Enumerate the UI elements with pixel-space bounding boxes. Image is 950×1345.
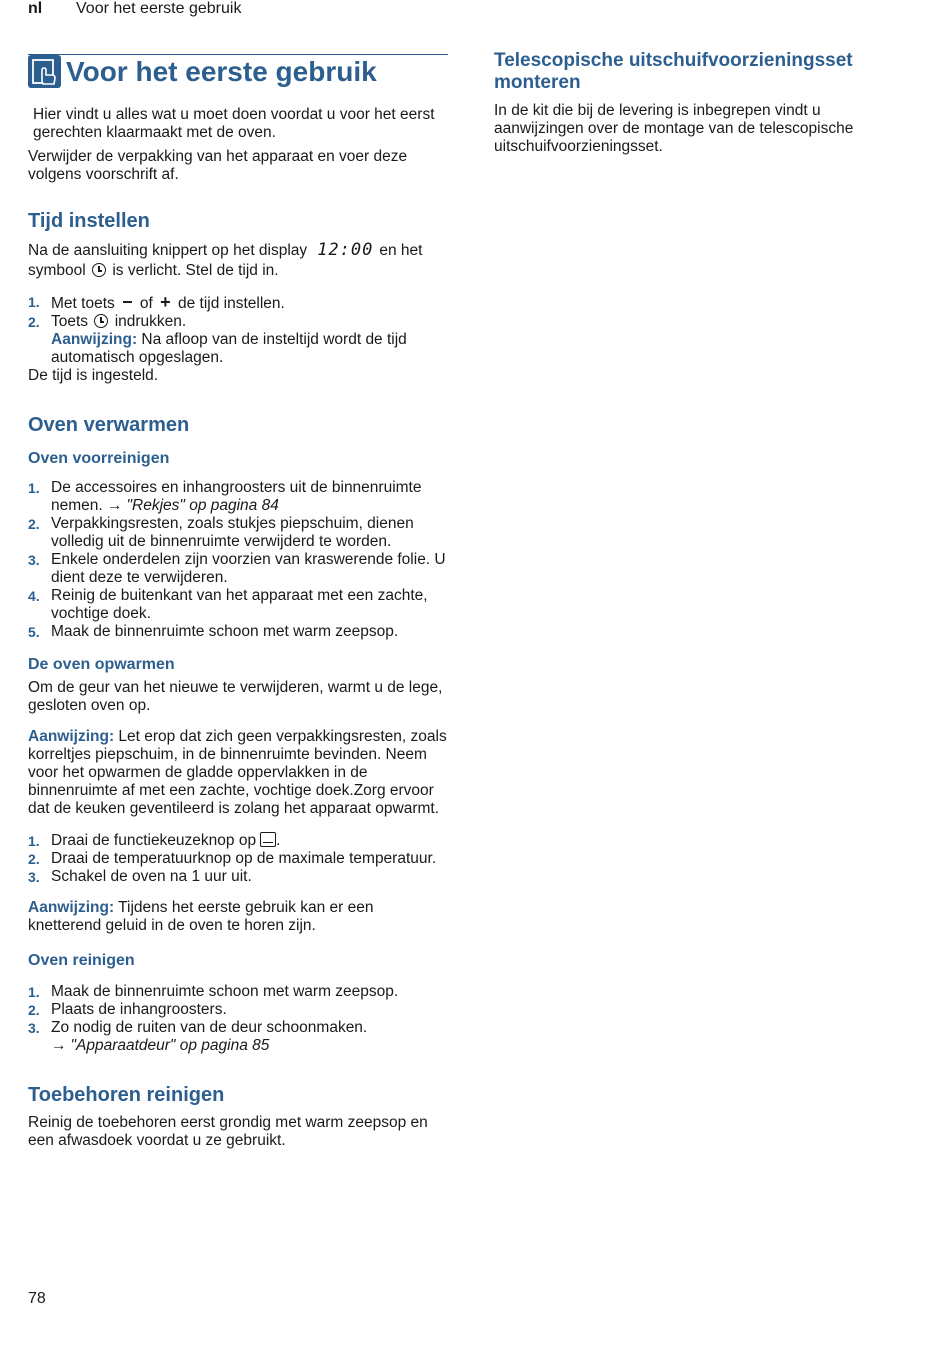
warm-heading: Oven verwarmen — [28, 414, 190, 436]
step-number: 4. — [28, 588, 40, 604]
step-text: De accessoires en inhangroosters uit de binnenruimte nemen. — [51, 479, 422, 514]
step-text: Met toets — [51, 295, 115, 312]
note — [28, 331, 448, 367]
step-text: Reinig de buitenkant van het apparaat met een zachte, vochtige doek. — [51, 587, 428, 622]
heat-steps — [28, 832, 448, 886]
clean-steps — [28, 983, 448, 1055]
step-number: 3. — [28, 1020, 40, 1036]
list-item — [28, 1001, 448, 1019]
note-label: Aanwijzing: — [28, 899, 115, 916]
time-result: De tijd is ingesteld. — [28, 367, 159, 384]
note-label: Aanwijzing: — [28, 728, 115, 745]
accessories-heading: Toebehoren reinigen — [28, 1084, 225, 1106]
step-text: indrukken. — [114, 313, 187, 330]
hand-book-icon — [28, 55, 61, 88]
step-number: 1. — [28, 833, 40, 849]
list-item — [28, 515, 448, 551]
step-text: Maak de binnenruimte schoon met warm zeepsop. — [51, 983, 399, 1000]
minus-icon: − — [122, 292, 133, 312]
step-number: 1. — [28, 294, 40, 310]
chapter-title-row — [28, 54, 448, 94]
intro-paragraph-1: Hier vindt u alles wat u moet doen voordat u voor het eerst gerechten klaarmaakt met de oven. — [33, 106, 435, 141]
time-heading: Tijd instellen — [28, 210, 150, 232]
note-text: Tijdens het eerste gebruik kan er een knetterend geluid in de oven te horen zijn. — [28, 899, 374, 934]
heat-note-2 — [28, 899, 448, 935]
list-item — [28, 293, 448, 313]
list-item: 1. Draai de functiekeuzeknop op . — [28, 832, 281, 849]
step-text: Verpakkingsresten, zoals stukjes piepschuim, dienen volledig uit de binnenruimte verwijderd te worden. — [51, 515, 414, 550]
clean-heading: Oven reinigen — [28, 952, 135, 969]
clock-icon — [92, 263, 106, 277]
step-text: de tijd instellen. — [177, 295, 285, 312]
clock-icon — [94, 314, 108, 328]
arrow-icon: → — [51, 1037, 67, 1054]
cross-reference[interactable] — [51, 1037, 269, 1054]
time-text-b: en het symbool — [28, 242, 423, 279]
telescopic-heading: Telescopische uitschuifvoorzieningsset monteren — [494, 50, 853, 93]
preclean-heading: Oven voorreinigen — [28, 450, 170, 467]
chapter-title: Voor het eerste gebruik — [66, 56, 377, 87]
oven-function-icon — [260, 832, 276, 847]
step-number: 5. — [28, 624, 40, 640]
accessories-paragraph: Reinig de toebehoren eerst grondig met warm zeepsop en een afwasdoek voordat u ze gebruikt. — [28, 1114, 428, 1149]
step-text: Plaats de inhangroosters. — [51, 1001, 227, 1018]
list-item — [28, 313, 448, 331]
step-number: 1. — [28, 480, 40, 496]
list-item — [28, 1019, 448, 1055]
note-text: Let erop dat zich geen verpakkingsresten, zoals korreltjes piepschuim, in de binnenruimte bevinden. Neem voor het opwarmen de gladde oppervlakken in de binnenruimte af met een zachte, vochtige doek.Zorg ervoor dat de keuken geventileerd is zolang het apparaat opwarmt. — [28, 728, 447, 817]
list-item — [28, 587, 448, 623]
step-text: of — [139, 295, 153, 312]
time-intro — [28, 240, 448, 281]
step-text: Draai de temperatuurknop op de maximale temperatuur. — [51, 850, 437, 867]
language-code: nl — [28, 0, 43, 17]
step-number: 1. — [28, 984, 40, 1000]
step-number: 2. — [28, 516, 40, 532]
preclean-steps — [28, 479, 448, 641]
time-steps — [28, 293, 448, 367]
step-number: 2. — [28, 314, 40, 330]
note-label: Aanwijzing: — [51, 331, 138, 348]
right-column — [494, 50, 914, 156]
time-text-a: Na de aansluiting knippert op het display — [28, 242, 308, 259]
section-name: Voor het eerste gebruik — [76, 0, 242, 17]
heat-paragraph: Om de geur van het nieuwe te verwijderen, warmt u de lege, gesloten oven op. — [28, 679, 443, 714]
arrow-icon: → — [107, 497, 123, 514]
list-item — [28, 623, 448, 641]
list-item — [28, 479, 448, 515]
heat-heading: De oven opwarmen — [28, 656, 175, 673]
step-text: Draai de functiekeuzeknop op — [51, 832, 257, 849]
list-item — [28, 983, 448, 1001]
list-item — [28, 850, 448, 868]
step-number: 3. — [28, 552, 40, 568]
step-text: Zo nodig de ruiten van de deur schoonmaken. — [51, 1019, 368, 1036]
plus-icon: + — [160, 292, 171, 312]
list-item — [28, 551, 448, 587]
telescopic-paragraph: In de kit die bij de levering is inbegrepen vindt u aanwijzingen over de montage van de telescopische uitschuifvoorzieningsset. — [494, 102, 854, 155]
note-text: Na afloop van de insteltijd wordt de tijd automatisch opgeslagen. — [51, 331, 407, 366]
left-column — [28, 54, 448, 1150]
cross-reference[interactable] — [107, 497, 279, 514]
heat-note — [28, 728, 448, 818]
reference-text: "Rekjes" op pagina 84 — [126, 497, 279, 514]
step-text: Maak de binnenruimte schoon met warm zeepsop. — [51, 623, 399, 640]
running-header — [28, 0, 242, 18]
step-text: Schakel de oven na 1 uur uit. — [51, 868, 252, 885]
step-text: Toets — [51, 313, 89, 330]
reference-text: "Apparaatdeur" op pagina 85 — [70, 1037, 270, 1054]
clock-display: 12:00 — [317, 240, 374, 260]
step-number: 2. — [28, 1002, 40, 1018]
intro-paragraph-2: Verwijder de verpakking van het apparaat en voer deze volgens voorschrift af. — [28, 148, 408, 183]
step-number: 3. — [28, 869, 40, 885]
list-item — [28, 868, 448, 886]
page-number: 78 — [28, 1290, 46, 1307]
step-number: 2. — [28, 851, 40, 867]
time-text-c: is verlicht. Stel de tijd in. — [112, 262, 279, 279]
step-text: Enkele onderdelen zijn voorzien van kraswerende folie. U dient deze te verwijderen. — [51, 551, 446, 586]
